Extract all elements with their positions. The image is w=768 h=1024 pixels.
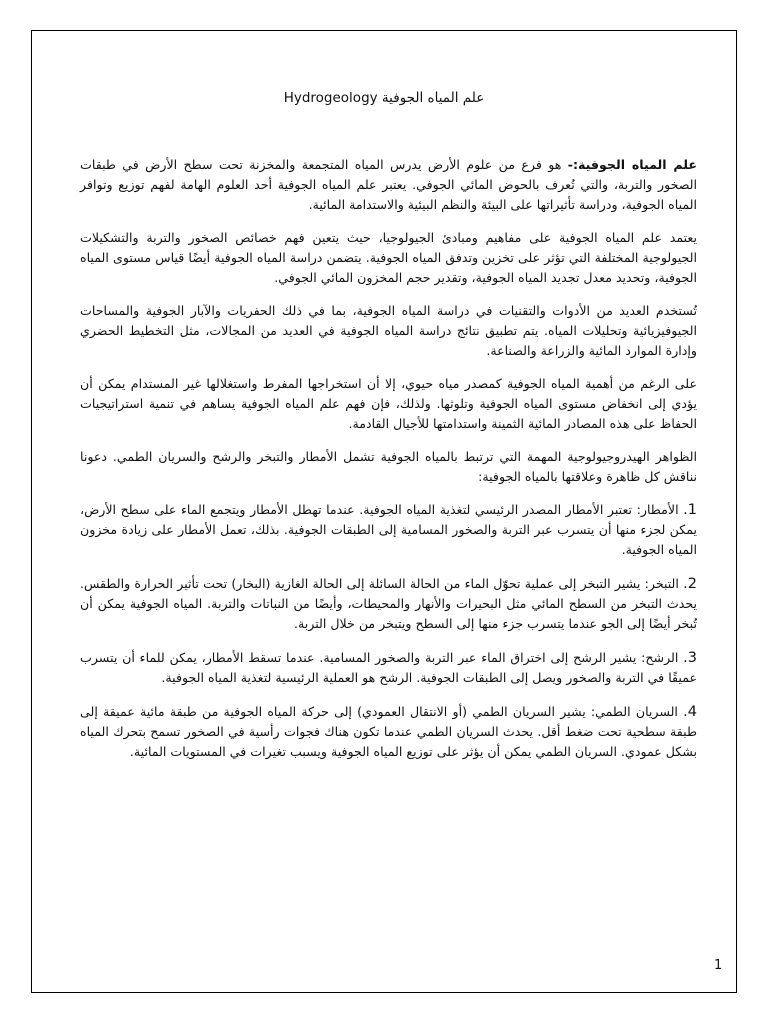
paragraph-text: الظواهر الهيدروجيولوجية المهمة التي ترتبط بالمياه الجوفية تشمل الأمطار والتبخر والرشح والسريان الطمي. دعونا نناقش كل ظاهرة وعلاقتها بالمياه الجوفية: [80, 449, 697, 484]
paragraph-text: الرشح: يشير الرشح إلى اختراق الماء عبر التربة والصخور المسامية. عندما تسقط الأمطار، يمكن للماء أن يتسرب عميقًا في التربة والصخور ويصل إلى الطبقات الجوفية. الرشح هو العملية الرئيسية لتغذية المياه الجوفية. [80, 650, 697, 685]
list-item-rain [80, 500, 697, 560]
paragraph-text: الأمطار: تعتبر الأمطار المصدر الرئيسي لتغذية المياه الجوفية. عندما تهطل الأمطار ويتجمع الماء على سطح الأرض، يمكن لجزء منها أن يتسرب عبر التربة والصخور المسامية إلى الطبقات الجوفية. بذلك، تعمل الأمطار على زيادة مخزون المياه الجوفية. [80, 502, 697, 557]
paragraph-text: التبخر: يشير التبخر إلى عملية تحوّل الماء من الحالة السائلة إلى الحالة الغازية (البخار) تحت تأثير الحرارة والطقس. يحدث التبخر من السطح المائي مثل البحيرات والأنهار والمحيطات، وأيضًا من النباتات والتربة. المياه الجوفية يمكن أن تُبخر أيضًا إلى الجو عندما يتسرب جزء منها إلى السطح ويتبخر من خلال التربة. [80, 576, 697, 631]
document-body [80, 155, 697, 776]
paragraph-definition [80, 155, 697, 215]
list-item-vertical-flow [80, 702, 697, 762]
document-title: علم المياه الجوفية Hydrogeology [283, 90, 485, 106]
list-number: 2. [683, 576, 697, 592]
paragraph-tools [80, 301, 697, 361]
paragraph-text: يعتمد علم المياه الجوفية على مفاهيم ومبادئ الجيولوجيا، حيث يتعين فهم خصائص الصخور والتربة والتشكيلات الجيولوجية المختلفة التي تؤثر على تخزين وتدفق المياه الجوفية. يتضمن دراسة المياه الجوفية أيضًا قياس مستوى المياه الجوفية، وتحديد معدل تجديد المياه الجوفية، وتقدير حجم المخزون المائي الجوفي. [80, 230, 697, 285]
list-number: 3. [683, 650, 697, 666]
paragraph-text: السريان الطمي: يشير السريان الطمي (أو الانتقال العمودي) إلى حركة المياه الجوفية من طبقة مائية عميقة إلى طبقة سطحية تحت ضغط أقل. يحدث السريان الطمي عندما تكون هناك فجوات رأسية في الصخور تسمح بتحرك المياه بشكل عمودي. السريان الطمي يمكن أن يؤثر على توزيع المياه الجوفية ويسبب تغيرات في المستويات المائية. [80, 704, 697, 759]
list-item-evaporation [80, 574, 697, 634]
paragraph-text: تُستخدم العديد من الأدوات والتقنيات في دراسة المياه الجوفية، بما في ذلك الحفريات والآبار الجوفية والمساحات الجيوفيزيائية وتحليلات المياه. يتم تطبيق نتائج دراسة المياه الجوفية في العديد من المجالات، مثل التخطيط الحضري وإدارة الموارد المائية والزراعة والصناعة. [80, 303, 697, 358]
definition-term: علم المياه الجوفية:- [567, 157, 697, 172]
paragraph-importance [80, 374, 697, 434]
page-number: 1 [714, 958, 723, 973]
list-item-infiltration [80, 648, 697, 688]
list-number: 1. [683, 502, 697, 518]
paragraph-text: على الرغم من أهمية المياه الجوفية كمصدر مياه حيوي، إلا أن استخراجها المفرط واستغلالها غير المستدام يمكن أن يؤدي إلى انخفاض مستوى المياه الجوفية وتلوثها. ولذلك، فإن فهم علم المياه الجوفية يساهم في تنمية استراتيجيات الحفاظ على هذه المصادر المائية الثمينة واستدامتها للأجيال القادمة. [80, 376, 697, 431]
paragraph-geology [80, 228, 697, 288]
paragraph-text: هو فرع من علوم الأرض يدرس المياه المتجمعة والمخزنة تحت سطح الأرض في طبقات الصخور والتربة، والتي تُعرف بالحوض المائي الجوفي. يعتبر علم المياه الجوفية أحد العلوم الهامة لفهم توزيع وتوافر المياه الجوفية، ودراسة تأثيراتها على البيئة والنظم البيئية والاستدامة المائية. [80, 157, 697, 212]
list-number: 4. [683, 704, 697, 720]
paragraph-phenomena [80, 447, 697, 487]
